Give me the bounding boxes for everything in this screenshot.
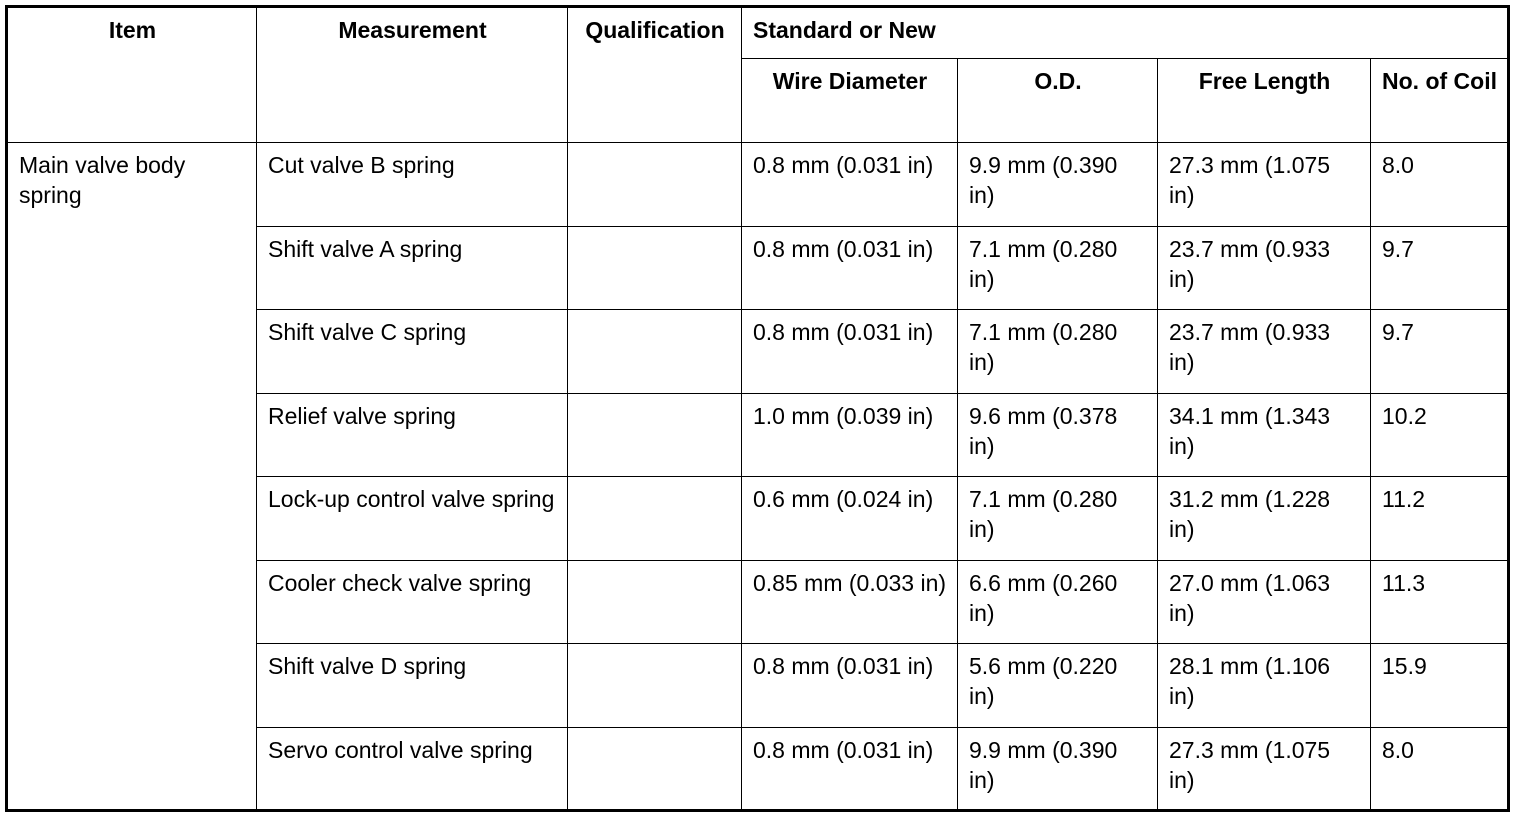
wire-diameter-cell: 1.0 mm (0.039 in) <box>742 393 958 477</box>
coil-count-cell: 11.2 <box>1371 477 1509 561</box>
od-cell: 7.1 mm (0.280 in) <box>958 226 1158 310</box>
qualification-cell <box>568 393 742 477</box>
od-cell: 9.6 mm (0.378 in) <box>958 393 1158 477</box>
qualification-cell <box>568 644 742 728</box>
wire-diameter-cell: 0.8 mm (0.031 in) <box>742 310 958 394</box>
header-wire-diameter: Wire Diameter <box>742 59 958 143</box>
wire-diameter-cell: 0.6 mm (0.024 in) <box>742 477 958 561</box>
table-body <box>7 143 1509 811</box>
measurement-cell: Shift valve A spring <box>257 226 568 310</box>
free-length-cell: 23.7 mm (0.933 in) <box>1158 310 1371 394</box>
free-length-cell: 23.7 mm (0.933 in) <box>1158 226 1371 310</box>
coil-count-cell: 10.2 <box>1371 393 1509 477</box>
header-free-length: Free Length <box>1158 59 1371 143</box>
header-measurement: Measurement <box>257 7 568 143</box>
measurement-cell: Shift valve D spring <box>257 644 568 728</box>
header-qualification: Qualification <box>568 7 742 143</box>
free-length-cell: 27.0 mm (1.063 in) <box>1158 560 1371 644</box>
item-cell: Main valve body spring <box>7 143 257 811</box>
coil-count-cell: 8.0 <box>1371 727 1509 811</box>
header-od: O.D. <box>958 59 1158 143</box>
table-row <box>7 143 1509 227</box>
wire-diameter-cell: 0.8 mm (0.031 in) <box>742 226 958 310</box>
od-cell: 7.1 mm (0.280 in) <box>958 477 1158 561</box>
coil-count-cell: 9.7 <box>1371 226 1509 310</box>
header-standard-or-new: Standard or New <box>742 7 1509 59</box>
measurement-cell: Lock-up control valve spring <box>257 477 568 561</box>
coil-count-cell: 8.0 <box>1371 143 1509 227</box>
qualification-cell <box>568 143 742 227</box>
qualification-cell <box>568 727 742 811</box>
od-cell: 9.9 mm (0.390 in) <box>958 727 1158 811</box>
measurement-cell: Cooler check valve spring <box>257 560 568 644</box>
header-no-of-coil: No. of Coil <box>1371 59 1509 143</box>
coil-count-cell: 9.7 <box>1371 310 1509 394</box>
qualification-cell <box>568 560 742 644</box>
coil-count-cell: 11.3 <box>1371 560 1509 644</box>
od-cell: 6.6 mm (0.260 in) <box>958 560 1158 644</box>
free-length-cell: 31.2 mm (1.228 in) <box>1158 477 1371 561</box>
qualification-cell <box>568 477 742 561</box>
measurement-cell: Servo control valve spring <box>257 727 568 811</box>
coil-count-cell: 15.9 <box>1371 644 1509 728</box>
wire-diameter-cell: 0.8 mm (0.031 in) <box>742 143 958 227</box>
spring-spec-table <box>5 5 1510 812</box>
qualification-cell <box>568 226 742 310</box>
wire-diameter-cell: 0.85 mm (0.033 in) <box>742 560 958 644</box>
free-length-cell: 27.3 mm (1.075 in) <box>1158 143 1371 227</box>
measurement-cell: Shift valve C spring <box>257 310 568 394</box>
free-length-cell: 34.1 mm (1.343 in) <box>1158 393 1371 477</box>
qualification-cell <box>568 310 742 394</box>
free-length-cell: 28.1 mm (1.106 in) <box>1158 644 1371 728</box>
od-cell: 9.9 mm (0.390 in) <box>958 143 1158 227</box>
wire-diameter-cell: 0.8 mm (0.031 in) <box>742 644 958 728</box>
spring-spec-table-container <box>5 5 1510 812</box>
free-length-cell: 27.3 mm (1.075 in) <box>1158 727 1371 811</box>
od-cell: 5.6 mm (0.220 in) <box>958 644 1158 728</box>
measurement-cell: Relief valve spring <box>257 393 568 477</box>
od-cell: 7.1 mm (0.280 in) <box>958 310 1158 394</box>
header-row-top <box>7 7 1509 59</box>
wire-diameter-cell: 0.8 mm (0.031 in) <box>742 727 958 811</box>
header-item: Item <box>7 7 257 143</box>
measurement-cell: Cut valve B spring <box>257 143 568 227</box>
